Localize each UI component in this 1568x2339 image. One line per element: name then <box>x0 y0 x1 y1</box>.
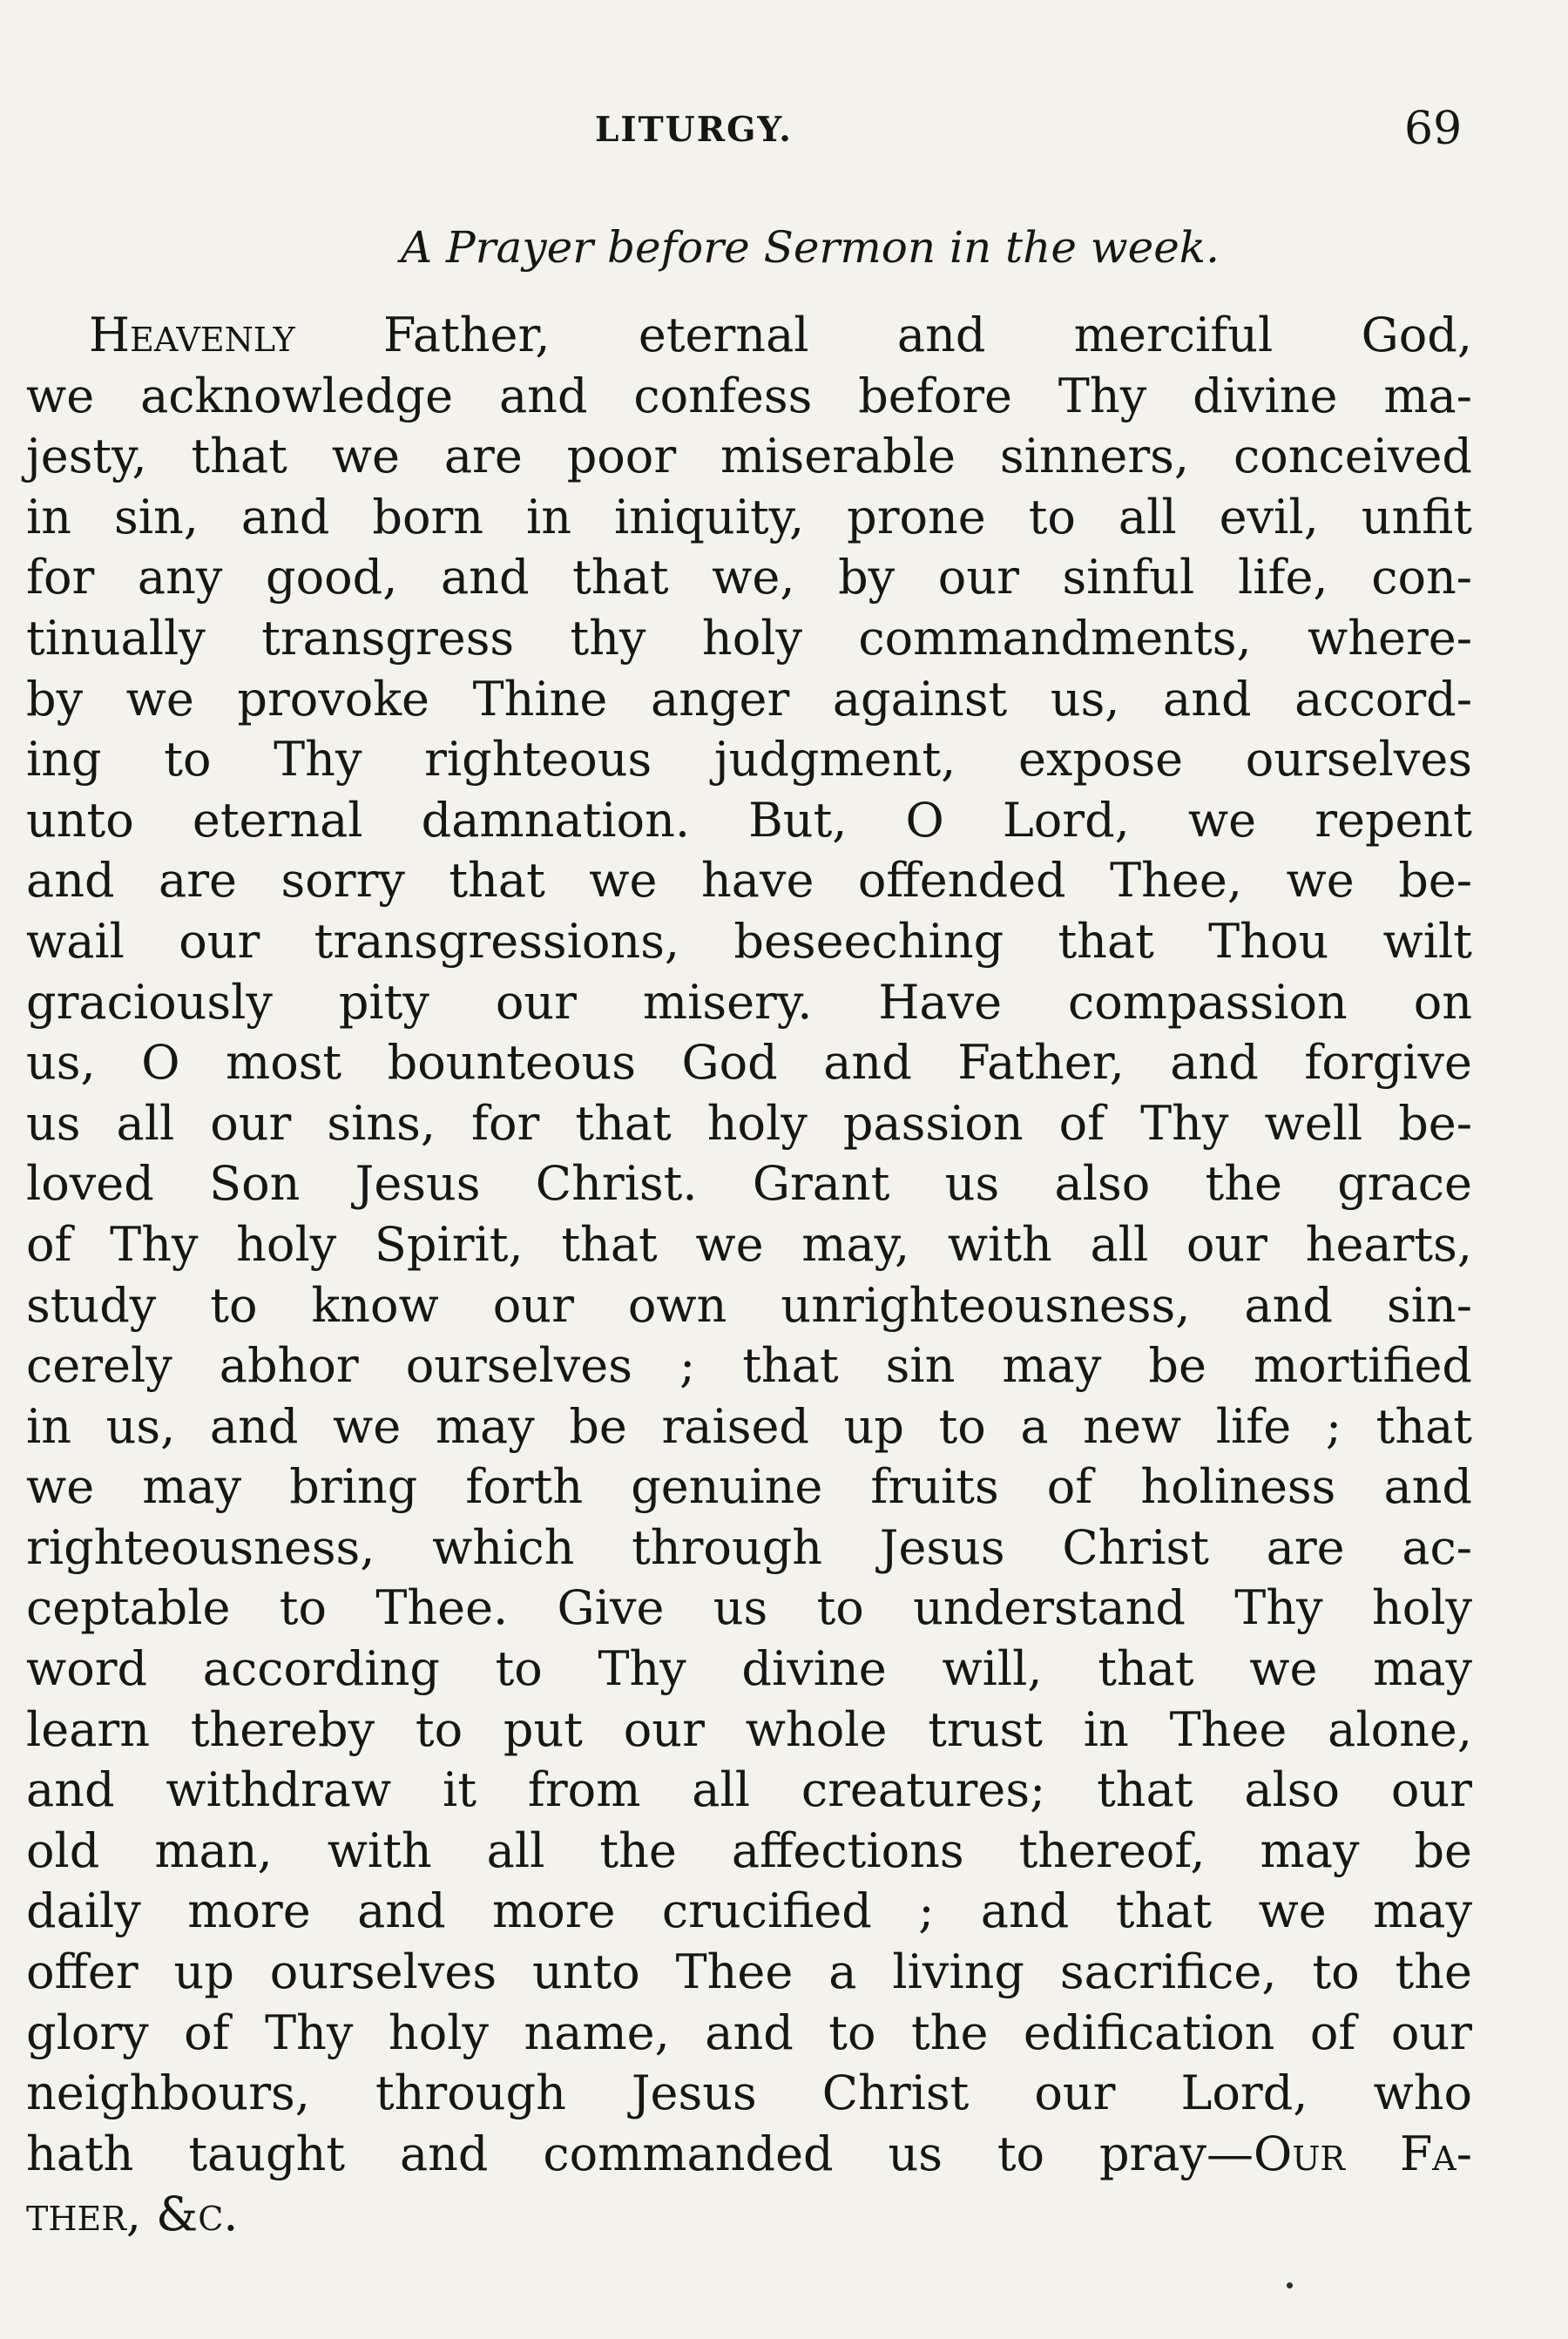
prayer-body <box>26 305 1472 2245</box>
body-line-10: and are sorry that we have offended Thee, we be- <box>26 853 1472 909</box>
body-line-30: neighbours, through Jesus Christ our Lord, who <box>26 2065 1472 2121</box>
body-line-13: us, O most bounteous God and Father, and forgive <box>26 1035 1472 1091</box>
body-line-27: daily more and more crucified ; and that we may <box>26 1883 1472 1939</box>
body-line-1-rest: Father, eternal and merciful God, <box>383 308 1472 362</box>
body-line-9: unto eternal damnation. But, O Lord, we repent <box>26 792 1472 848</box>
page-number: 69 <box>1404 103 1463 155</box>
body-line-2: we acknowledge and confess before Thy divine ma- <box>26 368 1472 423</box>
our-father-smallcaps: Our Fa- <box>1254 2126 1472 2181</box>
body-line-26: old man, with all the affections thereof, may be <box>26 1822 1472 1878</box>
body-line-4: in sin, and born in iniquity, prone to all evil, unfit <box>26 489 1472 544</box>
body-line-14: us all our sins, for that holy passion of Thy well be- <box>26 1095 1472 1151</box>
body-line-1 <box>26 305 1472 366</box>
body-line-12: graciously pity our misery. Have compassion on <box>26 974 1472 1030</box>
body-line-18: cerely abhor ourselves ; that sin may be mortified <box>26 1338 1472 1394</box>
prayer-heading: A Prayer before Sermon in the week. <box>401 222 1220 273</box>
body-line-7: by we provoke Thine anger against us, and accord- <box>26 671 1472 727</box>
penultimate-text: hath taught and commanded us to pray— <box>26 2126 1254 2181</box>
body-line-15: loved Son Jesus Christ. Grant us also the grace <box>26 1156 1472 1212</box>
body-line-8: ing to Thy righteous judgment, expose ourselves <box>26 732 1472 788</box>
ink-speck <box>1287 2282 1293 2288</box>
body-line-22: ceptable to Thee. Give us to understand Thy holy <box>26 1580 1472 1636</box>
body-line-31 <box>26 2124 1472 2185</box>
body-line-3: jesty, that we are poor miserable sinners, conceived <box>26 429 1472 484</box>
body-line-24: learn thereby to put our whole trust in Thee alone, <box>26 1701 1472 1757</box>
body-line-5: for any good, and that we, by our sinful life, con- <box>26 550 1472 605</box>
running-title: LITURGY. <box>595 110 793 150</box>
body-line-11: wail our transgressions, beseeching that Thou wilt <box>26 913 1472 969</box>
body-line-20: we may bring forth genuine fruits of holiness and <box>26 1459 1472 1515</box>
body-line-16: of Thy holy Spirit, that we may, with all our hearts, <box>26 1216 1472 1272</box>
body-line-17: study to know our own unrighteousness, and sin- <box>26 1277 1472 1333</box>
body-line-25: and withdraw it from all creatures; that also our <box>26 1762 1472 1818</box>
opening-word: Heavenly <box>89 308 295 362</box>
running-head <box>0 103 1568 155</box>
body-line-19: in us, and we may be raised up to a new life ; that <box>26 1398 1472 1454</box>
body-line-29: glory of Thy holy name, and to the edification of our <box>26 2004 1472 2060</box>
body-line-32: ther, &c. <box>26 2187 239 2242</box>
body-line-28: offer up ourselves unto Thee a living sacrifice, to the <box>26 1944 1472 2000</box>
body-line-21: righteousness, which through Jesus Christ are ac- <box>26 1519 1472 1575</box>
body-line-6: tinually transgress thy holy commandments, where- <box>26 610 1472 666</box>
body-line-23: word according to Thy divine will, that we may <box>26 1641 1472 1697</box>
